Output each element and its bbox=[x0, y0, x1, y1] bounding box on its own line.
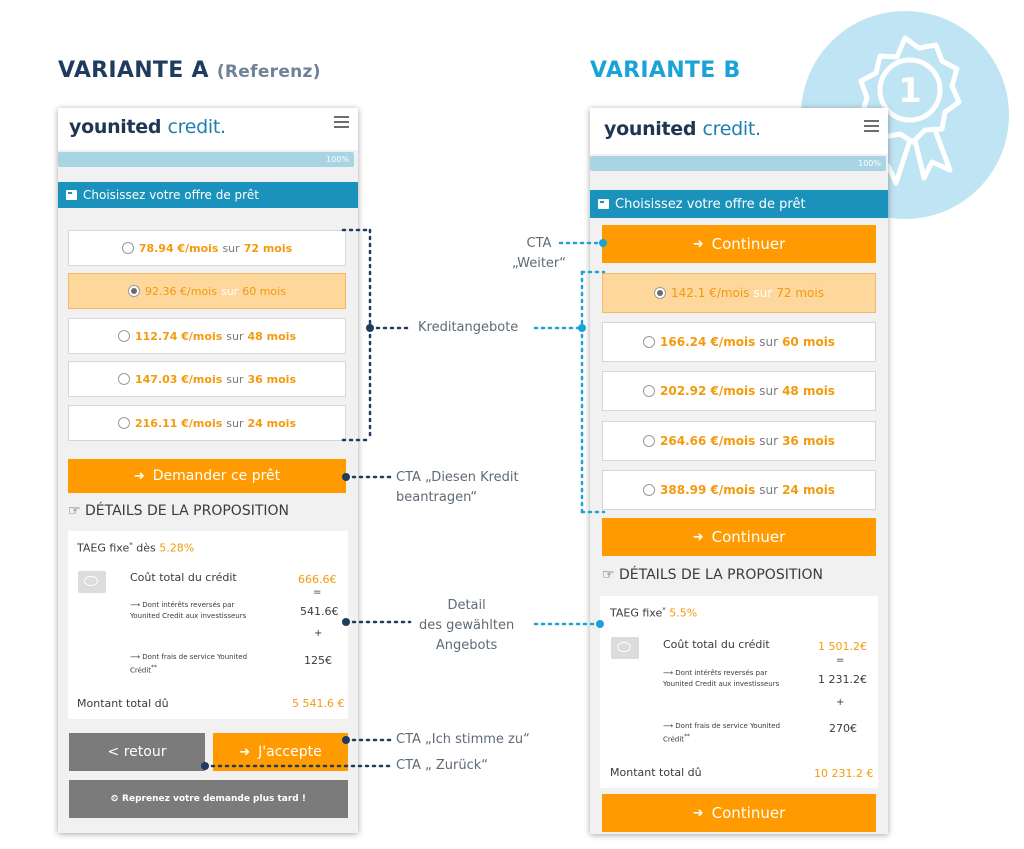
offer-amount: 92.36 €/mois bbox=[145, 284, 217, 298]
offer-months: 24 mois bbox=[782, 483, 835, 497]
app-header-b bbox=[590, 108, 888, 154]
offer-option-a-1[interactable] bbox=[68, 230, 346, 266]
arrow-long-icon: ⟶ bbox=[663, 669, 674, 677]
offer-amount: 78.94 €/mois bbox=[138, 241, 219, 255]
offer-sur: sur bbox=[759, 434, 779, 448]
annotation-kreditangebote: Kreditangebote bbox=[418, 320, 519, 335]
radio-icon[interactable] bbox=[122, 242, 134, 254]
progress-bar-a bbox=[58, 152, 354, 167]
taeg-value: 5.28% bbox=[159, 541, 195, 555]
plus-sign: + bbox=[314, 628, 323, 639]
offer-sur: sur bbox=[759, 483, 779, 497]
annotation-detail-2: des gewählten bbox=[419, 618, 515, 633]
interets-label-2: Younited Credit aux investisseurs bbox=[130, 612, 247, 620]
annotation-cta-diesen-2: beantragen“ bbox=[396, 490, 478, 505]
offer-months: 72 mois bbox=[776, 286, 824, 300]
taeg-row bbox=[610, 606, 697, 620]
radio-icon[interactable] bbox=[643, 484, 655, 496]
equals-sign: = bbox=[313, 587, 322, 598]
continuer-top-label: Continuer bbox=[711, 235, 786, 253]
equals-sign: = bbox=[836, 655, 845, 666]
offer-card-icon bbox=[66, 190, 77, 200]
offer-sur: sur bbox=[226, 329, 244, 343]
logo-suffix: credit. bbox=[702, 118, 761, 140]
later-label: Reprenez votre demande plus tard ! bbox=[122, 794, 306, 804]
offer-option-a-5[interactable] bbox=[68, 405, 346, 441]
continuer-mid-button[interactable] bbox=[602, 518, 876, 556]
arrow-right-icon: ➜ bbox=[133, 468, 145, 484]
jaccepte-button[interactable] bbox=[213, 733, 348, 771]
arrow-long-icon: ⟶ bbox=[130, 601, 141, 609]
annotation-cta-zurueck: CTA „ Zurück“ bbox=[396, 758, 489, 773]
frais-label-1: Dont frais de service Younited bbox=[142, 653, 248, 661]
section-bar-b bbox=[590, 190, 888, 218]
offer-amount: 147.03 €/mois bbox=[134, 372, 223, 386]
offer-months: 24 mois bbox=[247, 416, 296, 430]
reprendre-plus-tard-button[interactable] bbox=[69, 780, 348, 818]
offer-sur: sur bbox=[753, 286, 773, 300]
hamburger-menu-icon[interactable] bbox=[864, 120, 879, 132]
taeg-des: dès bbox=[136, 541, 156, 555]
interets-label bbox=[663, 668, 779, 690]
offer-sur: sur bbox=[759, 384, 779, 398]
interets-label bbox=[130, 600, 246, 622]
retour-button[interactable]: < retour bbox=[69, 733, 205, 771]
arrow-long-icon: ⟶ bbox=[130, 653, 141, 661]
montant-value: 10 231.2 € bbox=[814, 767, 874, 780]
interets-value: 1 231.2€ bbox=[818, 673, 867, 686]
taeg-label: TAEG fixe bbox=[77, 541, 130, 555]
demander-label: Demander ce prêt bbox=[152, 468, 281, 484]
logo-brand: younited bbox=[604, 118, 697, 140]
arrow-right-icon: ➜ bbox=[692, 529, 704, 545]
frais-label-2: Crédit bbox=[130, 666, 152, 675]
radio-icon[interactable] bbox=[118, 330, 130, 342]
arrow-right-icon: ➜ bbox=[692, 236, 704, 252]
offer-option-b-1-selected[interactable] bbox=[602, 273, 876, 313]
details-title-text: DÉTAILS DE LA PROPOSITION bbox=[619, 567, 824, 583]
offer-option-b-2[interactable] bbox=[602, 322, 876, 362]
cout-value: 666.6€ bbox=[298, 573, 337, 586]
offer-months: 60 mois bbox=[242, 284, 286, 298]
details-title-text: DÉTAILS DE LA PROPOSITION bbox=[85, 503, 290, 519]
continuer-bottom-label: Continuer bbox=[711, 804, 786, 822]
offer-amount: 216.11 €/mois bbox=[134, 416, 223, 430]
clock-icon: ⏲ bbox=[111, 794, 119, 804]
progress-label: 100% bbox=[326, 155, 349, 164]
frais-sup: ** bbox=[684, 734, 690, 740]
radio-icon[interactable] bbox=[128, 285, 140, 297]
offer-sur: sur bbox=[220, 284, 239, 298]
offer-amount: 142.1 €/mois bbox=[671, 286, 750, 300]
continuer-top-button[interactable] bbox=[602, 225, 876, 263]
offer-months: 60 mois bbox=[782, 335, 835, 349]
offer-amount: 264.66 €/mois bbox=[660, 434, 756, 448]
offer-card-icon bbox=[598, 199, 609, 209]
interets-label-1: Dont intérêts reversés par bbox=[675, 669, 768, 677]
details-title-a bbox=[68, 503, 289, 519]
hand-pointer-icon: ☞ bbox=[602, 567, 615, 583]
section-bar-a bbox=[58, 182, 358, 208]
jaccepte-label: J'accepte bbox=[258, 744, 322, 760]
radio-icon[interactable] bbox=[643, 336, 655, 348]
banknote-icon bbox=[611, 637, 639, 659]
radio-icon[interactable] bbox=[643, 435, 655, 447]
offer-option-a-4[interactable] bbox=[68, 361, 346, 397]
offer-option-a-2-selected[interactable] bbox=[68, 273, 346, 309]
interets-label-1: Dont intérêts reversés par bbox=[142, 601, 235, 609]
annotation-cta-diesen-1: CTA „Diesen Kredit bbox=[396, 470, 519, 485]
variant-a-title bbox=[58, 58, 321, 83]
frais-sup: ** bbox=[151, 665, 157, 671]
frais-label bbox=[663, 721, 780, 745]
offer-amount: 202.92 €/mois bbox=[660, 384, 756, 398]
phone-variant-a bbox=[58, 108, 358, 833]
taeg-sup: * bbox=[662, 606, 666, 614]
montant-value: 5 541.6 € bbox=[292, 697, 345, 710]
annotation-cta-weiter-1: CTA bbox=[526, 236, 552, 251]
radio-icon[interactable] bbox=[643, 385, 655, 397]
annotation-detail bbox=[419, 596, 514, 656]
details-card-b bbox=[600, 596, 878, 788]
annotation-cta-weiter-2: „Weiter“ bbox=[512, 256, 567, 271]
details-title-b bbox=[602, 567, 823, 583]
annotation-cta-weiter bbox=[512, 234, 566, 274]
plus-sign: + bbox=[836, 697, 845, 708]
logo-suffix: credit. bbox=[167, 116, 226, 138]
annotation-detail-1: Detail bbox=[447, 598, 486, 613]
younited-logo-a[interactable] bbox=[69, 116, 226, 138]
offer-amount: 112.74 €/mois bbox=[134, 329, 223, 343]
offer-option-b-5[interactable] bbox=[602, 470, 876, 510]
hand-pointer-icon: ☞ bbox=[68, 503, 81, 519]
offer-sur: sur bbox=[222, 241, 240, 255]
frais-value: 270€ bbox=[829, 722, 857, 735]
offer-months: 72 mois bbox=[243, 241, 293, 255]
offer-sur: sur bbox=[226, 416, 244, 430]
cout-value: 1 501.2€ bbox=[818, 640, 867, 653]
banknote-icon bbox=[78, 571, 106, 593]
frais-value: 125€ bbox=[304, 654, 332, 667]
logo-brand: younited bbox=[69, 116, 162, 138]
frais-label bbox=[130, 652, 247, 676]
interets-value: 541.6€ bbox=[300, 605, 339, 618]
cout-label: Coût total du crédit bbox=[663, 638, 770, 651]
badge-number: 1 bbox=[898, 71, 922, 111]
offer-amount: 388.99 €/mois bbox=[660, 483, 756, 497]
younited-logo-b[interactable] bbox=[604, 118, 761, 140]
variant-b-title: VARIANTE B bbox=[590, 58, 741, 83]
frais-label-2: Crédit bbox=[663, 735, 685, 744]
progress-label: 100% bbox=[858, 159, 881, 168]
progress-bar-b bbox=[590, 156, 886, 171]
section-title: Choisissez votre offre de prêt bbox=[615, 196, 806, 212]
offer-option-b-3[interactable] bbox=[602, 371, 876, 411]
offer-amount: 166.24 €/mois bbox=[660, 335, 756, 349]
continuer-bottom-button[interactable] bbox=[602, 794, 876, 832]
phone-variant-b bbox=[590, 108, 888, 834]
offer-months: 48 mois bbox=[782, 384, 835, 398]
variant-a-reference-label: (Referenz) bbox=[216, 62, 321, 82]
offer-months: 48 mois bbox=[247, 329, 296, 343]
app-header-a bbox=[58, 108, 358, 150]
details-card-a bbox=[68, 531, 348, 719]
section-title: Choisissez votre offre de prêt bbox=[83, 188, 259, 202]
offer-sur: sur bbox=[226, 372, 244, 386]
taeg-label: TAEG fixe bbox=[610, 606, 663, 620]
offer-option-a-3[interactable] bbox=[68, 318, 346, 354]
arrow-long-icon: ⟶ bbox=[663, 722, 674, 730]
frais-label-1: Dont frais de service Younited bbox=[675, 722, 781, 730]
radio-icon[interactable] bbox=[654, 287, 666, 299]
variant-a-title-text: VARIANTE A bbox=[58, 58, 209, 83]
hamburger-menu-icon[interactable] bbox=[334, 116, 349, 128]
offer-months: 36 mois bbox=[247, 372, 296, 386]
interets-label-2: Younited Credit aux investisseurs bbox=[663, 680, 780, 688]
montant-label: Montant total dû bbox=[77, 697, 169, 710]
taeg-sup: * bbox=[129, 541, 133, 549]
annotation-detail-3: Angebots bbox=[435, 638, 498, 653]
demander-ce-pret-button[interactable] bbox=[68, 459, 346, 493]
taeg-row bbox=[77, 541, 194, 555]
cout-label: Coût total du crédit bbox=[130, 571, 237, 584]
taeg-value: 5.5% bbox=[669, 606, 698, 620]
annotation-cta-ich-stimme-zu: CTA „Ich stimme zu“ bbox=[396, 732, 530, 747]
arrow-right-icon: ➜ bbox=[239, 744, 251, 760]
radio-icon[interactable] bbox=[118, 417, 130, 429]
offer-option-b-4[interactable] bbox=[602, 421, 876, 461]
arrow-right-icon: ➜ bbox=[692, 805, 704, 821]
offer-sur: sur bbox=[759, 335, 779, 349]
montant-label: Montant total dû bbox=[610, 766, 702, 779]
annotation-cta-diesen-kredit bbox=[396, 468, 519, 508]
offer-months: 36 mois bbox=[782, 434, 835, 448]
continuer-mid-label: Continuer bbox=[711, 528, 786, 546]
radio-icon[interactable] bbox=[118, 373, 130, 385]
